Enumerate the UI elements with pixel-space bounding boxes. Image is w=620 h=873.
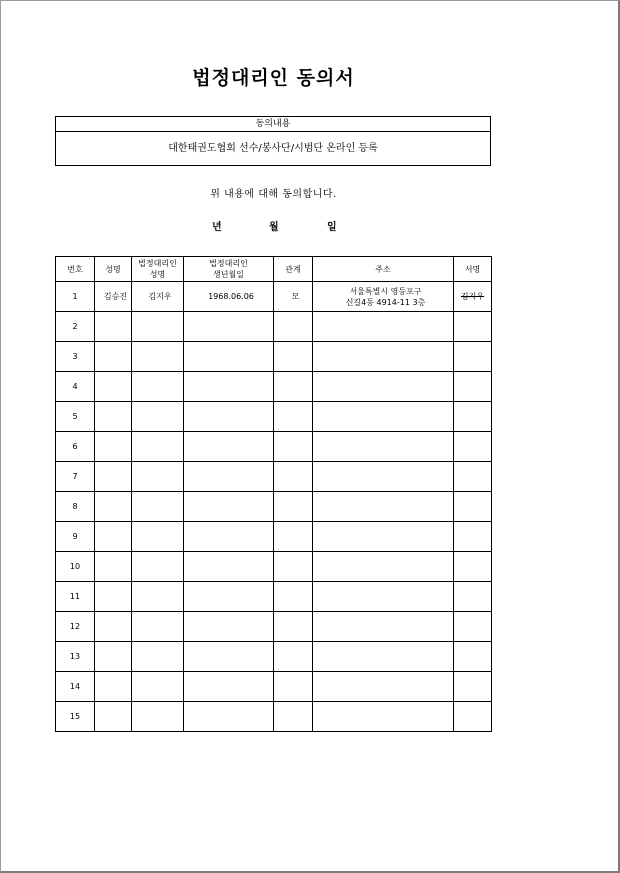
- cell-relation: [274, 402, 313, 432]
- header-relation: 관계: [274, 257, 313, 282]
- cell-address: [313, 462, 454, 492]
- cell-name: [95, 552, 132, 582]
- consent-header: 동의내용: [56, 117, 490, 132]
- cell-no: 1: [56, 282, 95, 312]
- signature-text: 김지우: [460, 292, 485, 301]
- cell-relation: [274, 492, 313, 522]
- cell-relation: [274, 372, 313, 402]
- cell-signature: [454, 432, 492, 462]
- cell-address: [313, 432, 454, 462]
- cell-birth: [184, 432, 274, 462]
- table-row: [56, 582, 492, 612]
- cell-name: [95, 372, 132, 402]
- cell-guardian: [132, 432, 184, 462]
- table-row: [56, 612, 492, 642]
- cell-address-line2: 신길4동 4914-11 3층: [345, 297, 426, 307]
- cell-name: [95, 402, 132, 432]
- cell-name: [95, 462, 132, 492]
- table-row: [56, 372, 492, 402]
- cell-guardian: [132, 642, 184, 672]
- cell-name: [95, 342, 132, 372]
- cell-birth: 1968.06.06: [184, 282, 274, 312]
- cell-signature: [454, 612, 492, 642]
- cell-birth: [184, 312, 274, 342]
- cell-signature: [454, 462, 492, 492]
- cell-relation: [274, 522, 313, 552]
- cell-relation: [274, 312, 313, 342]
- cell-name: [95, 312, 132, 342]
- cell-guardian: [132, 342, 184, 372]
- cell-signature: [454, 312, 492, 342]
- cell-signature: [454, 282, 492, 312]
- cell-guardian: 김지우: [132, 282, 184, 312]
- cell-address: [313, 402, 454, 432]
- cell-no: 15: [56, 702, 95, 732]
- cell-name: [95, 642, 132, 672]
- consent-body: 대한태권도협회 선수/봉사단/시범단 온라인 등록: [168, 143, 378, 154]
- cell-address: [313, 492, 454, 522]
- cell-address: [313, 552, 454, 582]
- cell-address: [313, 312, 454, 342]
- cell-birth: [184, 612, 274, 642]
- cell-name: [95, 432, 132, 462]
- cell-no: 7: [56, 462, 95, 492]
- cell-signature: [454, 702, 492, 732]
- header-guardian-name-line1: 법정대리인: [138, 259, 177, 268]
- header-guardian-birth-line1: 법정대리인: [209, 259, 248, 268]
- table-row: [56, 522, 492, 552]
- agree-statement: 위 내용에 대해 동의합니다.: [210, 189, 337, 200]
- table-row: [56, 702, 492, 732]
- cell-guardian: [132, 462, 184, 492]
- cell-relation: 모: [274, 282, 313, 312]
- table-row: [56, 672, 492, 702]
- date-month-label: 월: [269, 222, 279, 233]
- cell-birth: [184, 642, 274, 672]
- cell-relation: [274, 432, 313, 462]
- cell-guardian: [132, 492, 184, 522]
- cell-name: [95, 582, 132, 612]
- cell-relation: [274, 462, 313, 492]
- cell-no: 8: [56, 492, 95, 522]
- date-line: [1, 218, 620, 232]
- cell-address: [313, 672, 454, 702]
- table-row: [56, 312, 492, 342]
- cell-no: 3: [56, 342, 95, 372]
- cell-no: 13: [56, 642, 95, 672]
- date-year-label: 년: [212, 222, 222, 233]
- cell-no: 14: [56, 672, 95, 702]
- cell-guardian: [132, 402, 184, 432]
- cell-guardian: [132, 672, 184, 702]
- cell-signature: [454, 492, 492, 522]
- cell-birth: [184, 672, 274, 702]
- cell-address: [313, 612, 454, 642]
- cell-birth: [184, 522, 274, 552]
- cell-name: 김승진: [95, 282, 132, 312]
- cell-address: [313, 642, 454, 672]
- cell-signature: [454, 582, 492, 612]
- cell-relation: [274, 612, 313, 642]
- table-header-row: [56, 257, 492, 282]
- cell-signature: [454, 342, 492, 372]
- cell-relation: [274, 672, 313, 702]
- cell-guardian: [132, 582, 184, 612]
- table-row: [56, 492, 492, 522]
- cell-guardian: [132, 612, 184, 642]
- cell-signature: [454, 552, 492, 582]
- cell-no: 11: [56, 582, 95, 612]
- cell-relation: [274, 702, 313, 732]
- cell-address: [313, 522, 454, 552]
- header-signature: 서명: [454, 257, 492, 282]
- table-row: [56, 462, 492, 492]
- cell-birth: [184, 462, 274, 492]
- cell-birth: [184, 372, 274, 402]
- cell-guardian: [132, 372, 184, 402]
- cell-name: [95, 492, 132, 522]
- header-guardian-birth: [184, 257, 274, 282]
- header-no: 번호: [56, 257, 95, 282]
- cell-no: 10: [56, 552, 95, 582]
- header-address: 주소: [313, 257, 454, 282]
- table-row: [56, 342, 492, 372]
- cell-guardian: [132, 702, 184, 732]
- cell-address: [313, 582, 454, 612]
- cell-signature: [454, 642, 492, 672]
- roster-table: [55, 256, 492, 732]
- cell-no: 5: [56, 402, 95, 432]
- cell-no: 2: [56, 312, 95, 342]
- cell-address-line1: 서울특별시 영등포구: [349, 286, 422, 296]
- cell-address: [313, 702, 454, 732]
- table-row: [56, 432, 492, 462]
- cell-no: 4: [56, 372, 95, 402]
- cell-name: [95, 672, 132, 702]
- cell-guardian: [132, 522, 184, 552]
- cell-no: 6: [56, 432, 95, 462]
- cell-birth: [184, 342, 274, 372]
- document-title: 법정대리인 동의서: [192, 67, 355, 89]
- cell-address: [313, 372, 454, 402]
- cell-name: [95, 522, 132, 552]
- table-row: [56, 402, 492, 432]
- cell-signature: [454, 522, 492, 552]
- cell-birth: [184, 492, 274, 522]
- date-day-label: 일: [327, 222, 337, 233]
- cell-relation: [274, 582, 313, 612]
- cell-signature: [454, 372, 492, 402]
- consent-box: [55, 116, 491, 166]
- cell-relation: [274, 642, 313, 672]
- cell-relation: [274, 342, 313, 372]
- cell-guardian: [132, 312, 184, 342]
- cell-address: [313, 342, 454, 372]
- table-row: [56, 552, 492, 582]
- cell-signature: [454, 672, 492, 702]
- table-row: [56, 282, 492, 312]
- header-name: 성명: [95, 257, 132, 282]
- cell-relation: [274, 552, 313, 582]
- cell-birth: [184, 582, 274, 612]
- header-guardian-birth-line2: 생년월일: [213, 270, 244, 279]
- cell-birth: [184, 402, 274, 432]
- cell-name: [95, 612, 132, 642]
- table-row: [56, 642, 492, 672]
- cell-signature: [454, 402, 492, 432]
- cell-name: [95, 702, 132, 732]
- cell-birth: [184, 702, 274, 732]
- cell-guardian: [132, 552, 184, 582]
- cell-birth: [184, 552, 274, 582]
- header-guardian-name-line2: 성명: [149, 270, 166, 279]
- cell-no: 12: [56, 612, 95, 642]
- cell-address: [313, 282, 454, 312]
- header-guardian-name: [132, 257, 184, 282]
- cell-no: 9: [56, 522, 95, 552]
